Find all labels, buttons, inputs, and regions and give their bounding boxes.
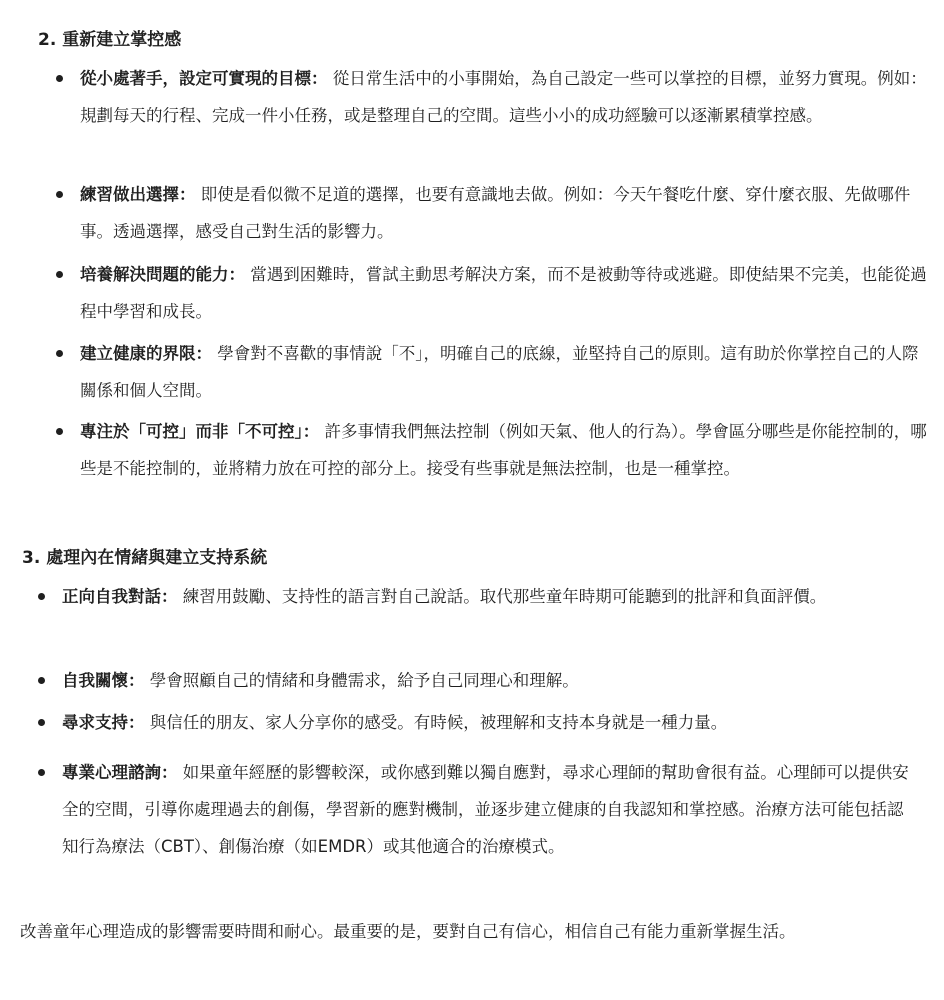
item-label: 尋求支持： (62, 713, 145, 732)
item-text: 與信任的朋友、家人分享你的感受。有時候，被理解和支持本身就是一種力量。 (149, 713, 728, 732)
item-label: 培養解決問題的能力： (80, 265, 245, 284)
bullet-icon (38, 769, 45, 776)
list-item (62, 704, 922, 741)
item-label: 專注於「可控」而非「不可控」： (80, 422, 320, 441)
bullet-icon (56, 428, 63, 435)
list-item (62, 754, 912, 865)
item-text: 從日常生活中的小事開始，為自己設定一些可以掌控的目標，並努力實現。例如：規劃每天的行程、完成一件小任務，或是整理自己的空間。這些小小的成功經驗可以逐漸累積掌控感。 (80, 69, 927, 125)
list-item (80, 60, 930, 134)
item-text: 練習用鼓勵、支持性的語言對自己說話。取代那些童年時期可能聽到的批評和負面評價。 (182, 587, 827, 606)
item-label: 練習做出選擇： (80, 185, 196, 204)
list-item (62, 578, 922, 615)
item-label: 正向自我對話： (62, 587, 178, 606)
item-text: 當遇到困難時，嘗試主動思考解決方案，而不是被動等待或逃避。即使結果不完美，也能從過程中學習和成長。 (80, 265, 927, 321)
item-text: 學會照顧自己的情緒和身體需求，給予自己同理心和理解。 (149, 671, 579, 690)
closing-paragraph: 改善童年心理造成的影響需要時間和耐心。最重要的是，要對自己有信心，相信自己有能力重新掌握生活。 (20, 922, 796, 941)
bullet-icon (38, 677, 45, 684)
list-item (80, 256, 930, 330)
item-text: 許多事情我們無法控制（例如天氣、他人的行為）。學會區分哪些是你能控制的，哪些是不能控制的，並將精力放在可控的部分上。接受有些事就是無法控制，也是一種掌控。 (80, 422, 927, 478)
item-label: 建立健康的界限： (80, 344, 212, 363)
list-item (80, 335, 930, 409)
list-item (62, 662, 922, 699)
bullet-icon (56, 271, 63, 278)
bullet-icon (56, 75, 63, 82)
bullet-icon (38, 719, 45, 726)
bullet-icon (56, 350, 63, 357)
item-label: 自我關懷： (62, 671, 145, 690)
section-heading: 2. 重新建立掌控感 (38, 30, 182, 50)
bullet-icon (38, 593, 45, 600)
item-text: 即使是看似微不足道的選擇，也要有意識地去做。例如：今天午餐吃什麼、穿什麼衣服、先做哪件事。透過選擇，感受自己對生活的影響力。 (80, 185, 911, 241)
section-heading: 3. 處理內在情緒與建立支持系統 (22, 548, 268, 568)
item-text: 如果童年經歷的影響較深，或你感到難以獨自應對，尋求心理師的幫助會很有益。心理師可以提供安全的空間，引導你處理過去的創傷，學習新的應對機制，並逐步建立健康的自我認知和掌控感。治療方法可能包括認知行為療法（CBT）、創傷治療（如EMDR）或其他適合的治療模式。 (62, 763, 909, 856)
item-label: 專業心理諮詢： (62, 763, 178, 782)
list-item (80, 176, 930, 250)
bullet-icon (56, 191, 63, 198)
item-text: 學會對不喜歡的事情說「不」，明確自己的底線，並堅持自己的原則。這有助於你掌控自己的人際關係和個人空間。 (80, 344, 919, 400)
list-item (80, 413, 930, 487)
item-label: 從小處著手，設定可實現的目標： (80, 69, 328, 88)
